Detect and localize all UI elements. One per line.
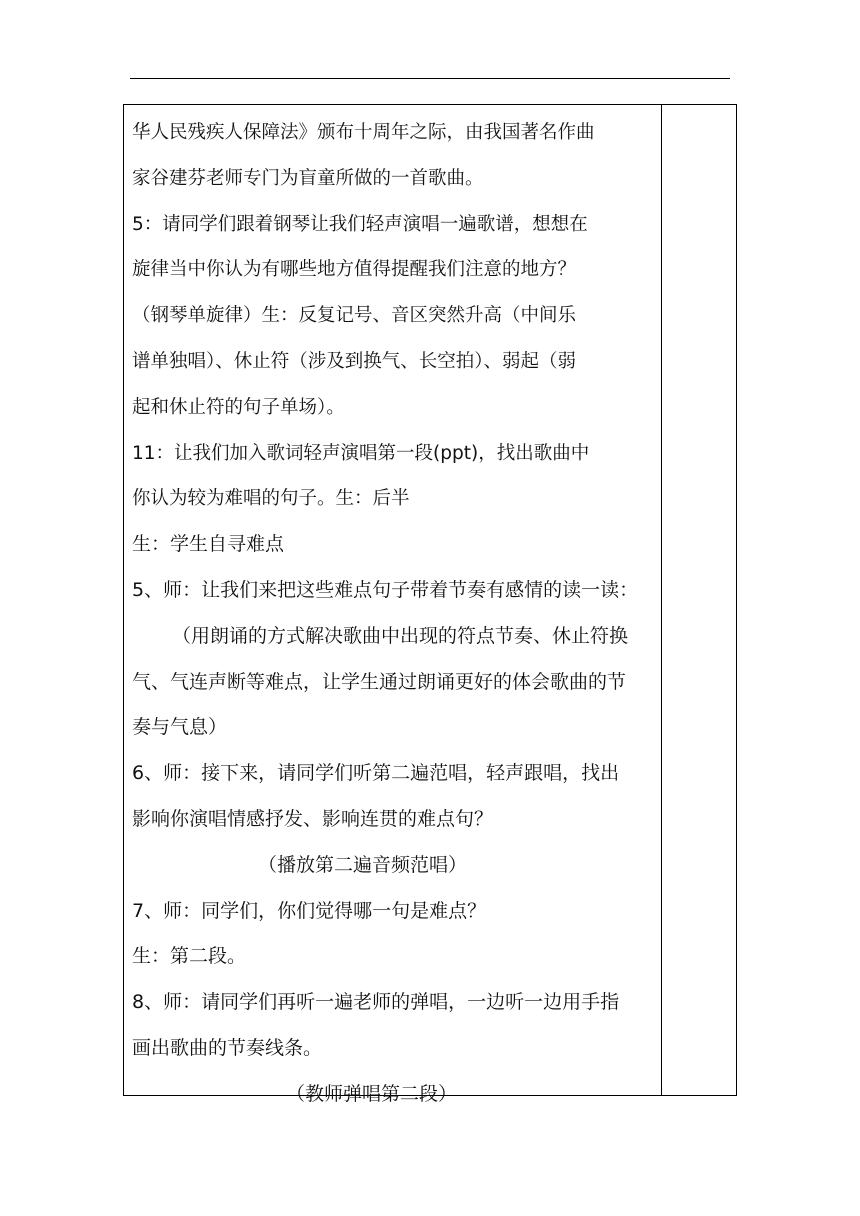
text-line: 你认为较为难唱的句子。生：后半 [132,488,410,510]
text-line: （用朗诵的方式解决歌曲中出现的符点节奏、休止符换 [172,624,629,647]
text-line: 影响你演唱情感抒发、影响连贯的难点句？ [132,807,494,830]
text-line: 11：让我们加入歌词轻声演唱第一段(ppt)，找出歌曲中 [132,442,590,464]
text-line: 7、师：同学们，你们觉得哪一句是难点？ [132,899,487,922]
text-line: 旋律当中你认为有哪些地方值得提醒我们注意的地方？ [132,259,577,281]
header-rule [130,78,730,79]
text-line: 奏与气息） [132,716,228,739]
text-line: 5、师：让我们来把这些难点句子带着节奏有感情的读一读： [132,578,639,601]
text-line: 5：请同学们跟着钢琴让我们轻声演唱一遍歌谱，想想在 [132,213,588,235]
text-line: （钢琴单旋律）生：反复记号、音区突然升高（中间乐 [132,305,577,327]
text-line: 华人民残疾人保障法》颁布十周年之际，由我国著名作曲 [132,122,595,143]
text-line: 画出歌曲的节奏线条。 [132,1036,323,1059]
text-line: （播放第二遍音频范唱） [258,853,468,876]
text-line: 6、师：接下来，请同学们听第二遍范唱，轻声跟唱，找出 [132,762,620,785]
text-line: 谱单独唱）、休止符（涉及到换气、长空拍）、弱起（弱 [132,350,577,372]
text-line: （教师弹唱第二段） [286,1082,458,1105]
text-line: 气、气连声断等难点，让学生通过朗诵更好的体会歌曲的节 [132,670,627,693]
text-line: 起和休止符的句子单场）。 [132,396,345,418]
text-line: 8、师：请同学们再听一遍老师的弹唱，一边听一边用手指 [132,991,620,1014]
lesson-plan-table [123,104,737,1105]
text-line: 家谷建芬老师专门为盲童所做的一首歌曲。 [132,167,484,189]
text-line: 生：第二段。 [132,945,247,968]
lesson-content-cell [132,110,656,1118]
notes-column [662,105,736,1095]
text-line: 生：学生自寻难点 [132,533,285,556]
